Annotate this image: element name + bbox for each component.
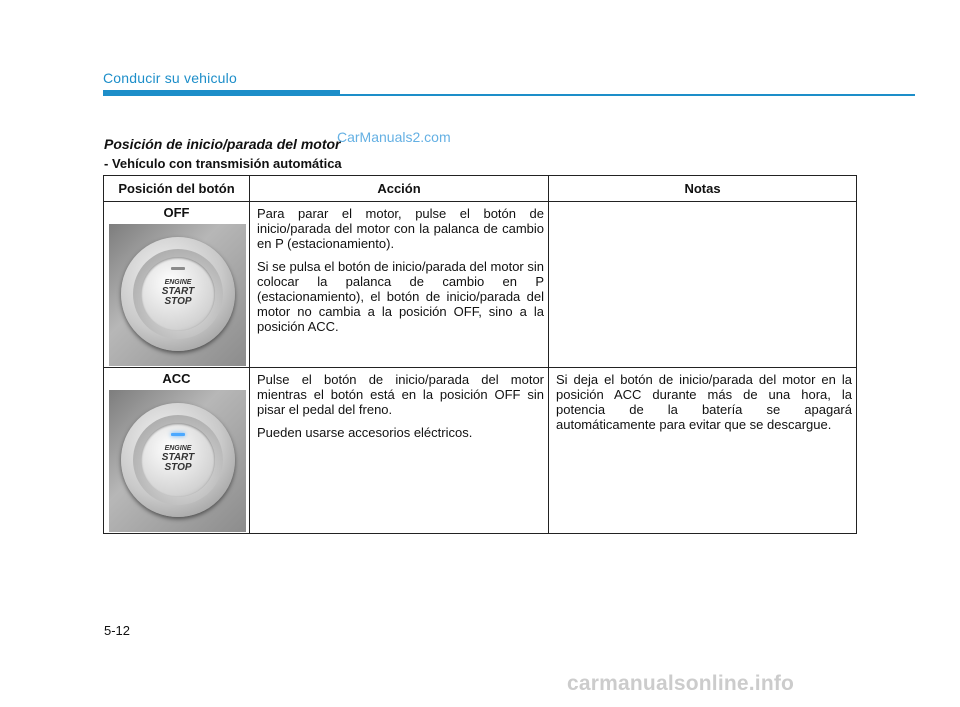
button-face	[141, 257, 215, 331]
table-header-row	[104, 176, 857, 202]
button-lettering	[141, 279, 215, 307]
button-lettering	[141, 445, 215, 473]
button-stop-text: STOP	[164, 296, 192, 307]
action-paragraph: Pueden usarse accesorios eléctricos.	[257, 425, 473, 440]
indicator-light	[171, 267, 185, 270]
section-header: Conducir su vehiculo	[103, 70, 237, 86]
engine-start-button-image	[109, 224, 246, 366]
button-start-text: START	[161, 452, 195, 463]
action-cell	[250, 202, 549, 368]
button-face	[141, 423, 215, 497]
position-cell	[104, 368, 250, 534]
button-outer-ring	[121, 237, 235, 351]
action-paragraph: Si se pulsa el botón de inicio/parada del motor sin colocar la palanca de cambio en P (estacionamiento), el botón de inicio/parada del motor no cambia a la posición OFF, sino a la posición ACC.	[257, 259, 544, 334]
button-engine-text: ENGINE	[164, 445, 192, 452]
button-engine-text: ENGINE	[164, 279, 192, 286]
button-start-text: START	[161, 286, 195, 297]
notes-paragraph: Si deja el botón de inicio/parada del motor en la posición ACC durante más de una hora, la potencia de la batería se apagará automáticamente para evitar que se descargue.	[556, 372, 852, 432]
subtitle: - Vehículo con transmisión automática	[104, 156, 342, 171]
position-cell	[104, 202, 250, 368]
subsection-title: Posición de inicio/parada del motor	[104, 136, 341, 152]
table-row	[104, 202, 857, 368]
position-label: OFF	[163, 205, 190, 220]
action-paragraph: Para parar el motor, pulse el botón de inicio/parada del motor con la palanca de cambio en P (estacionamiento).	[257, 206, 544, 251]
column-header-action: Acción	[250, 176, 549, 202]
page-number: 5-12	[104, 623, 131, 638]
notes-cell	[549, 368, 857, 534]
button-stop-text: STOP	[164, 462, 192, 473]
site-watermark: carmanualsonline.info	[567, 672, 795, 695]
notes-cell	[549, 202, 857, 368]
button-outer-ring	[121, 403, 235, 517]
engine-button-table	[103, 175, 857, 534]
column-header-notes: Notas	[549, 176, 857, 202]
button-mid-ring	[133, 249, 223, 339]
column-header-position: Posición del botón	[104, 176, 250, 202]
engine-start-button-image	[109, 390, 246, 532]
button-mid-ring	[133, 415, 223, 505]
header-rule	[103, 94, 915, 96]
position-label: ACC	[162, 371, 191, 386]
indicator-light	[171, 433, 185, 436]
action-cell	[250, 368, 549, 534]
watermark-overlay: CarManuals2.com	[337, 129, 451, 145]
action-paragraph: Pulse el botón de inicio/parada del motor mientras el botón está en la posición OFF sin pisar el pedal del freno.	[257, 372, 544, 417]
table-row	[104, 368, 857, 534]
